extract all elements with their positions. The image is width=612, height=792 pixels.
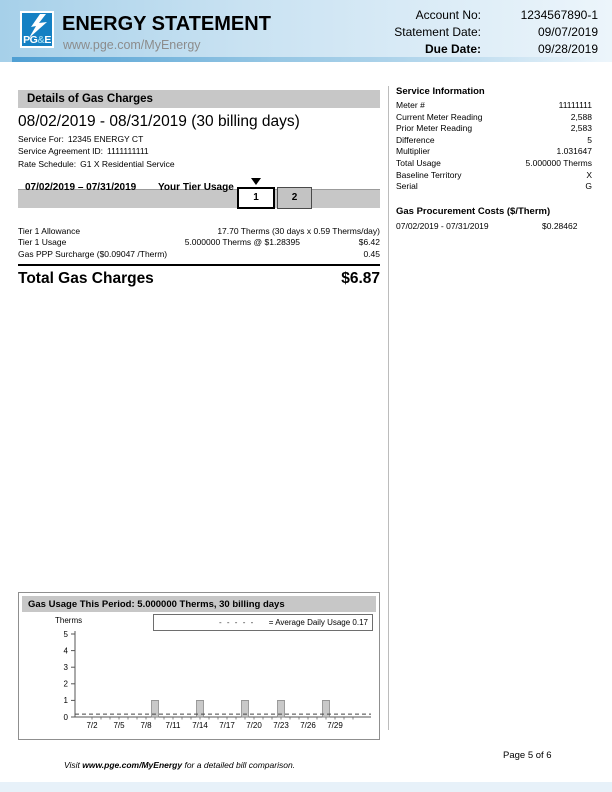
footer-url: www.pge.com/MyEnergy [82,760,183,770]
account-no-label: Account No: [415,8,481,22]
service-info-row: Baseline Territory X [396,169,592,180]
due-date-value: 09/28/2019 [537,42,598,56]
service-info-row: Total Usage 5.000000 Therms [396,157,592,168]
gas-procurement-title: Gas Procurement Costs ($/Therm) [396,205,551,217]
total-divider [18,264,380,266]
svg-text:4: 4 [63,646,68,656]
charge-label: Tier 1 Usage [18,237,67,247]
charge-detail: 17.70 Therms (30 days x 0.59 Therms/day) [217,225,380,236]
service-info-row: Multiplier 1.031647 [396,146,592,157]
charge-row [18,237,380,249]
tier-usage-label: Your Tier Usage [158,181,234,193]
svg-text:7/23: 7/23 [273,721,289,730]
service-agreement-line: Service Agreement ID: 1111111111 [18,146,149,156]
charge-row [18,226,380,238]
tier-period: 07/02/2019 – 07/31/2019 [25,181,137,193]
page-header [0,0,612,62]
pge-logo [20,11,54,48]
svg-text:7/20: 7/20 [246,721,262,730]
total-gas-charges [18,270,380,288]
page-title: ENERGY STATEMENT [62,13,271,35]
svg-text:7/8: 7/8 [140,721,152,730]
procurement-period: 07/02/2019 - 07/31/2019 [396,220,489,231]
total-value: $6.87 [341,270,380,287]
tier-box-2: 2 [277,187,312,209]
service-info-row: Current Meter Reading 2,588 [396,111,592,122]
svg-text:3: 3 [63,663,68,672]
charge-amount: $6.42 [358,237,380,247]
bottom-accent-strip [0,782,612,792]
service-info-row: Meter # 11111111 [396,100,592,110]
section-header: Details of Gas Charges [18,90,380,108]
tier-usage-indicator [18,178,380,220]
chart-legend [153,614,373,631]
svg-text:1: 1 [63,696,68,706]
tier-indicator-arrow-icon [251,178,261,185]
gas-charges-section [18,90,380,288]
rate-schedule-line: Rate Schedule: G1 X Residential Service [18,158,175,169]
charge-label: Tier 1 Allowance [18,225,81,236]
billing-period: 08/02/2019 - 08/31/2019 (30 billing days) [18,113,300,130]
chart-title: Gas Usage This Period: 5.000000 Therms, 30 billing days [22,596,376,612]
total-label: Total Gas Charges [18,270,154,287]
statement-date-label: Statement Date: [394,25,481,39]
due-date-label: Due Date: [424,42,481,56]
footer-note: Visit www.pge.com/MyEnergy for a detailed bill comparison. [64,760,296,770]
service-info-row: Serial G [396,181,592,192]
account-no-value: 1234567890-1 [520,8,598,22]
column-divider [388,86,389,730]
header-url: www.pge.com/MyEnergy [63,38,201,52]
chart-y-axis-label: Therms [55,616,83,625]
charge-detail: 5.000000 Therms @ $1.28395 [184,237,300,247]
svg-text:5: 5 [63,629,68,639]
svg-text:7/2: 7/2 [86,721,98,730]
procurement-rate: $0.28462 [542,220,578,231]
svg-text:7/14: 7/14 [192,721,208,730]
statement-date-value: 09/07/2019 [537,25,598,39]
gas-procurement-row [396,220,592,232]
svg-text:7/26: 7/26 [300,721,316,730]
average-line-swatch: - - - - - [219,618,255,627]
charge-lines [18,226,380,261]
page-number: Page 5 of 6 [503,750,552,761]
charge-label: Gas PPP Surcharge ($0.09047 /Therm) [18,248,168,259]
svg-text:0: 0 [63,712,68,722]
legend-text: = Average Daily Usage 0.17 [268,618,368,627]
service-info-row: Difference 5 [396,134,592,145]
account-summary [394,8,598,56]
svg-text:2: 2 [63,679,68,689]
svg-text:7/17: 7/17 [219,721,235,730]
charge-amount: 0.45 [363,248,380,259]
gas-usage-chart-box [18,592,380,740]
charge-row [18,249,380,261]
service-info-title: Service Information [396,86,485,97]
pge-logo-text: PG&E [23,34,51,46]
svg-text:7/11: 7/11 [165,721,181,730]
service-information-panel [396,86,592,232]
svg-text:7/29: 7/29 [327,721,343,730]
service-for-line: Service For: 12345 ENERGY CT [18,133,144,144]
service-info-row: Prior Meter Reading 2,583 [396,123,592,134]
tier-box-1: 1 [237,187,275,209]
svg-text:7/5: 7/5 [113,721,125,730]
